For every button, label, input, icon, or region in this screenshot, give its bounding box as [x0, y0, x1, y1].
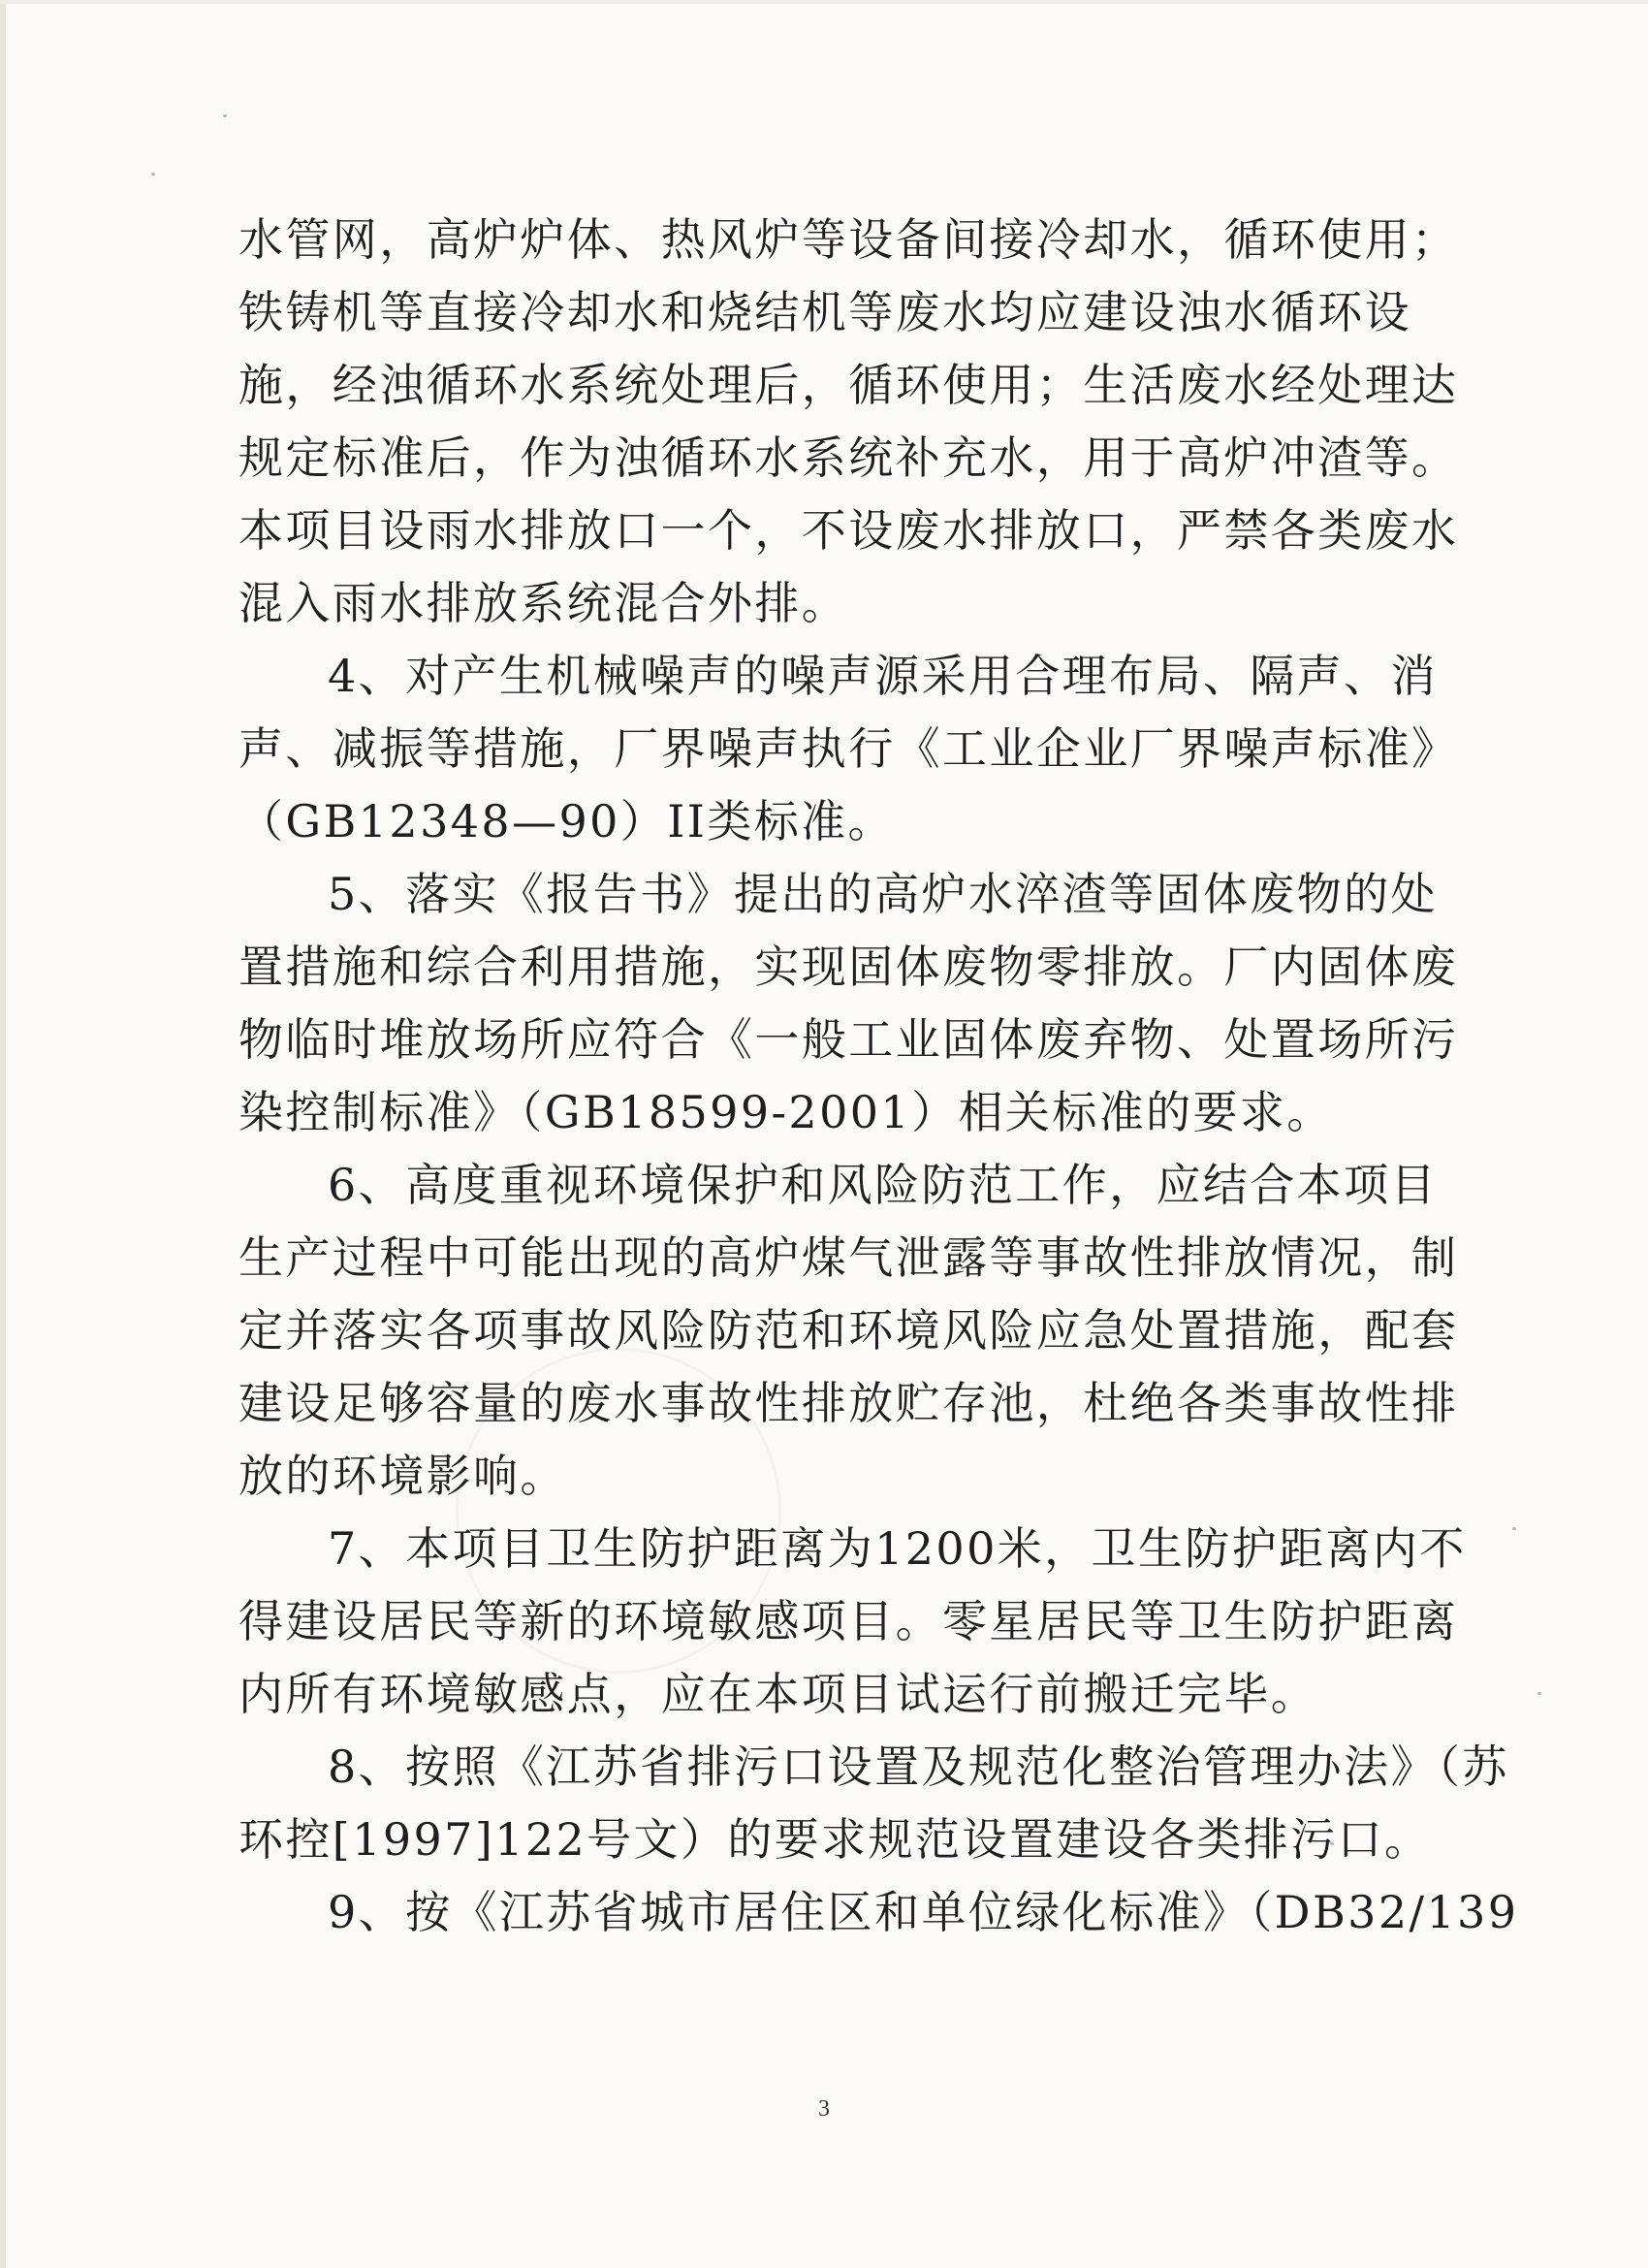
text-line: 染控制标准》（GB18599-2001）相关标准的要求。 [238, 1086, 1334, 1138]
text-line: 环控[1997]122号文）的要求规范设置建设各类排污口。 [238, 1813, 1432, 1866]
text-line: 建设足够容量的废水事故性排放贮存池，杜绝各类事故性排 [238, 1377, 1459, 1429]
text-line: 放的环境影响。 [238, 1450, 567, 1502]
page-number: 3 [818, 2096, 830, 2122]
text-line: 生产过程中可能出现的高炉煤气泄露等事故性排放情况，制 [238, 1231, 1459, 1284]
scan-speck [1537, 1692, 1541, 1695]
paragraph-7-start: 7、本项目卫生防护距离为1200米，卫生防护距离内不 [328, 1522, 1467, 1575]
body-text [238, 204, 1519, 1949]
text-line: 得建设居民等新的环境敏感项目。零星居民等卫生防护距离 [238, 1595, 1459, 1647]
text-line: 水管网，高炉炉体、热风炉等设备间接冷却水，循环使用； [238, 213, 1459, 266]
text-line: 物临时堆放场所应符合《一般工业固体废弃物、处置场所污 [238, 1013, 1459, 1066]
text-line: 本项目设雨水排放口一个，不设废水排放口，严禁各类废水 [238, 504, 1459, 557]
text-line: 声、减振等措施，厂界噪声执行《工业企业厂界噪声标准》 [238, 722, 1459, 775]
scan-edge-left [0, 0, 6, 2268]
text-line: 定并落实各项事故风险防范和环境风险应急处置措施，配套 [238, 1304, 1459, 1357]
text-line: 内所有环境敏感点，应在本项目试运行前搬迁完毕。 [238, 1668, 1318, 1720]
text-line: 规定标准后，作为浊循环水系统补充水，用于高炉冲渣等。 [238, 431, 1459, 484]
scan-speck [223, 114, 227, 117]
text-line: 混入雨水排放系统混合外排。 [238, 577, 849, 629]
paragraph-5-start: 5、落实《报告书》提出的高炉水淬渣等固体废物的处 [328, 868, 1438, 920]
text-line: 铁铸机等直接冷却水和烧结机等废水均应建设浊水循环设 [238, 286, 1411, 338]
paragraph-6-start: 6、高度重视环境保护和风险防范工作，应结合本项目 [328, 1159, 1438, 1211]
paragraph-9-start: 9、按《江苏省城市居住区和单位绿化标准》（DB32/139 [328, 1886, 1519, 1938]
scan-speck [151, 173, 155, 176]
text-line: （GB12348—90）II类标准。 [238, 795, 895, 847]
text-line: 施，经浊循环水系统处理后，循环使用；生活废水经处理达 [238, 359, 1459, 411]
scan-speck [1512, 1527, 1516, 1530]
text-line: 置措施和综合利用措施，实现固体废物零排放。厂内固体废 [238, 941, 1459, 993]
paragraph-8-start: 8、按照《江苏省排污口设置及规范化整治管理办法》（苏 [328, 1741, 1509, 1793]
paragraph-4-start: 4、对产生机械噪声的噪声源采用合理布局、隔声、消 [328, 650, 1438, 702]
scan-edge-top [0, 0, 1648, 4]
